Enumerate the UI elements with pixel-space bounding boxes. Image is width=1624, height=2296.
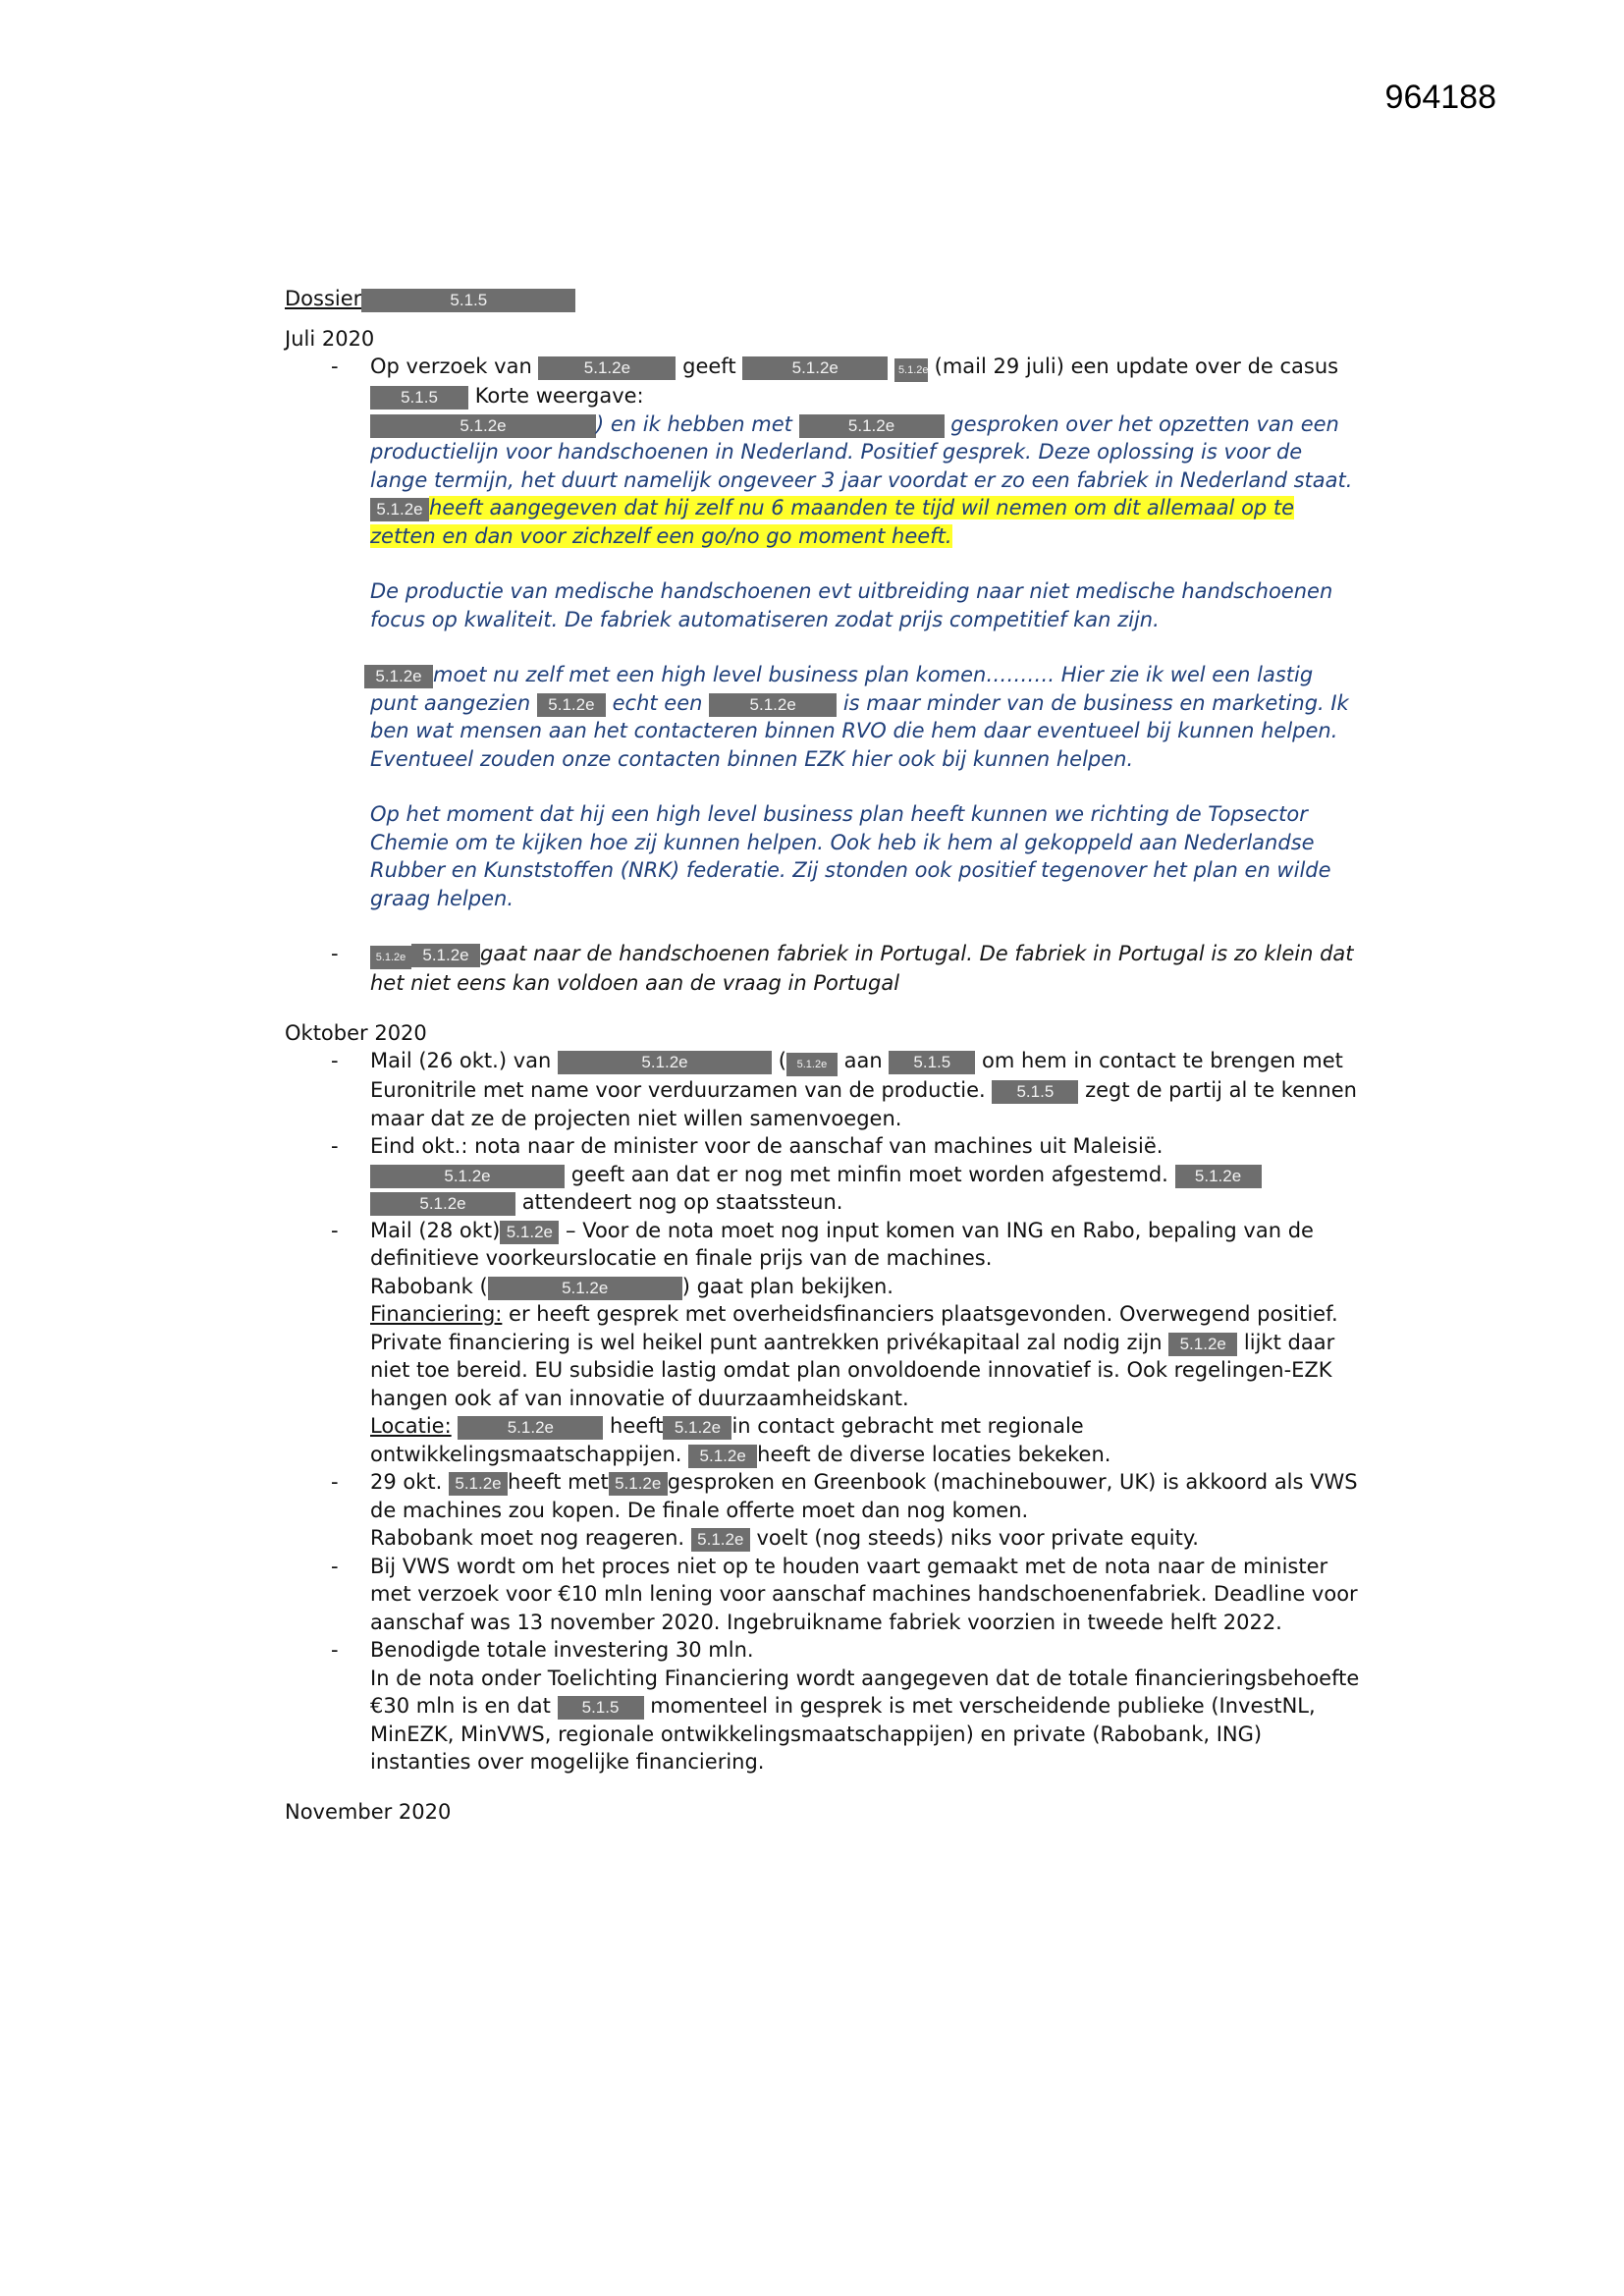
redaction-box: 5.1.2e <box>691 1528 750 1552</box>
redaction-box: 5.1.5 <box>370 386 468 410</box>
list-item <box>285 1047 1365 1132</box>
text: lijkt daar niet toe bereid. EU subsidie lastig omdat plan onvoldoende innovatief is. Ook regelingen-EZK hangen ook af van innovatie of duurzaamheidskant. <box>370 1330 1335 1410</box>
redaction-box: 5.1.2e <box>364 665 433 688</box>
redaction-box: 5.1.2e <box>799 414 945 438</box>
text: ) gaat plan bekijken. <box>681 1274 893 1298</box>
paragraph: Op het moment dat hij een high level business plan heeft kunnen we richting de Topsector Chemie om te kijken hoe zij kunnen helpen. Ook heb ik hem al gekoppeld aan Nederlandse Rubber en Kunststoffen (NRK) federatie. Zij stonden ook positief tegenover het plan en wilde graag helpen. <box>370 802 1331 910</box>
list-item <box>285 1468 1365 1553</box>
text: Locatie: <box>370 1414 452 1438</box>
text: Benodigde totale investering 30 mln. <box>370 1638 754 1662</box>
redaction-box: 5.1.2e <box>488 1277 682 1300</box>
list-item <box>285 1636 1365 1777</box>
text: Mail (28 okt) <box>370 1218 501 1242</box>
redaction-box: 5.1.2e <box>370 946 411 969</box>
redaction-box: 5.1.2e <box>537 693 606 717</box>
text: moet nu zelf met een high level business plan komen………. Hier zie ik wel een lastig punt aangezien <box>370 663 1314 715</box>
text: Op verzoek van <box>370 355 532 378</box>
redaction-box: 5.1.2e <box>786 1053 838 1076</box>
redaction-box: 5.1.2e <box>688 1445 757 1468</box>
text: zegt de partij al te kennen maar dat ze de projecten niet willen samenvoegen. <box>370 1078 1357 1130</box>
redaction-box: 5.1.2e <box>538 356 676 380</box>
text: (mail 29 juli) een update over de <box>934 355 1273 378</box>
text: heeft de diverse locaties bekeken. <box>757 1442 1111 1466</box>
text: geeft <box>682 355 736 378</box>
redaction-box: 5.1.2e <box>449 1472 508 1496</box>
text: – Voor de nota moet nog input komen van ING en Rabo, bepaling van de definitieve voorkeurslocatie en finale prijs van de machines. <box>370 1218 1314 1270</box>
redaction-box: 5.1.2e <box>411 944 480 967</box>
text: is maar minder van de business en marketing. Ik ben wat mensen aan het contacteren binnen RVO die hem daar eventueel bij kunnen helpen. Eventueel zouden onze contacten binnen EZK hier ook bij kunnen helpen. <box>370 690 1349 771</box>
item-list <box>285 1047 1365 1777</box>
text: heeft <box>610 1414 664 1438</box>
text: attendeert nog op staatssteun. <box>521 1190 843 1214</box>
text: Mail (26 okt.) van <box>370 1049 552 1072</box>
section-november-2020 <box>285 1798 1365 1827</box>
text: in contact gebracht met regionale ontwikkelingsmaatschappijen. <box>370 1414 1084 1466</box>
text: Korte weergave: <box>474 384 644 408</box>
dossier-label: Dossier <box>285 287 362 310</box>
section-heading: Oktober 2020 <box>285 1020 427 1045</box>
list-item <box>285 1217 1365 1469</box>
redaction-box: 5.1.2e <box>1175 1165 1262 1188</box>
dossier-line <box>285 285 1365 313</box>
paragraph: De productie van medische handschoenen evt uitbreiding naar niet medische handschoenen focus op kwaliteit. De fabriek automatiseren zodat prijs competitief kan zijn. <box>370 579 1333 631</box>
document-body <box>285 285 1365 1826</box>
text: aan <box>843 1049 883 1072</box>
redaction-box: 5.1.2e <box>894 358 928 382</box>
redaction-box: 5.1.2e <box>370 414 596 438</box>
text: echt een <box>612 690 703 715</box>
text: momenteel in gesprek is met verscheidende publieke (InvestNL, MinEZK, MinVWS, regionale ontwikkelingsmaatschappijen) en private (Rabobank, ING) instanties over mogelijke financiering. <box>370 1694 1316 1774</box>
section-oktober-2020 <box>285 1019 1365 1777</box>
redaction-box: 5.1.2e <box>1168 1333 1237 1356</box>
text: geeft aan dat er nog met minfin moet worden afgestemd. <box>570 1162 1168 1186</box>
text: voelt (nog steeds) niks voor private equity. <box>756 1526 1199 1550</box>
list-item <box>285 940 1365 998</box>
text: 29 okt. <box>370 1470 443 1494</box>
document-number: 964188 <box>1384 79 1496 116</box>
redaction-box: 5.1.2e <box>742 356 888 380</box>
text: Rabobank moet nog reageren. <box>370 1526 685 1550</box>
redaction-box: 5.1.2e <box>370 1192 515 1216</box>
section-heading: November 2020 <box>285 1799 452 1824</box>
redaction-box: 5.1.2e <box>500 1221 559 1244</box>
redaction-box: 5.1.2e <box>458 1416 603 1440</box>
list-item <box>285 353 1365 940</box>
redaction-box: 5.1.2e <box>370 498 429 521</box>
redaction-box: 5.1.2e <box>663 1416 731 1440</box>
text: gaat naar de handschoenen fabriek in Portugal. De fabriek in Portugal is zo klein dat het niet eens kan voldoen aan de vraag in Portugal <box>370 942 1354 995</box>
redaction-box: 5.1.2e <box>609 1472 668 1496</box>
text: casus <box>1279 355 1339 378</box>
section-heading: Juli 2020 <box>285 326 375 351</box>
text: Bij VWS wordt om het proces niet op te houden vaart gemaakt met de nota naar de minister met verzoek voor €10 mln lening voor aanschaf machines handschoenenfabriek. Deadline voor aanschaf was 13 november 2020. Ingebruikname fabriek voorzien in tweede helft 2022. <box>370 1554 1358 1634</box>
text: gesproken over het opzetten van een productielijn voor handschoenen in Nederland. Positief gesprek. Deze oplossing is voor de lange termijn, het duurt namelijk ongeveer 3 jaar voordat er zo een fabriek in Nederland staat. <box>370 411 1353 492</box>
redaction-box: 5.1.2e <box>709 693 837 717</box>
redaction-box: 5.1.5 <box>992 1080 1078 1104</box>
text: heeft met <box>508 1470 609 1494</box>
text: gesproken en Greenbook (machinebouwer, UK) is akkoord als VWS de machines zou kopen. De finale offerte moet dan nog komen. <box>370 1470 1358 1522</box>
text: ( <box>778 1049 786 1072</box>
text: er heeft gesprek met overheidsfinanciers plaatsgevonden. Overwegend positief. Private financiering is wel heikel punt aantrekken privékapitaal zal nodig zijn <box>370 1302 1338 1354</box>
redaction-box: 5.1.5 <box>889 1051 975 1074</box>
text: Financiering: <box>370 1302 503 1326</box>
redaction-box: 5.1.2e <box>370 1165 565 1188</box>
redaction-box: 5.1.2e <box>558 1051 772 1074</box>
redaction-box: 5.1.5 <box>361 289 575 312</box>
text: Eind okt.: nota naar de minister voor de aanschaf van machines uit Maleisië. <box>370 1134 1164 1158</box>
item-list <box>285 353 1365 998</box>
list-item <box>285 1553 1365 1637</box>
redaction-box: 5.1.5 <box>558 1696 644 1720</box>
section-juli-2020 <box>285 325 1365 998</box>
text: om hem in contact te brengen met Euronitrile met name voor verduurzamen van de productie. <box>370 1049 1343 1102</box>
list-item <box>285 1132 1365 1217</box>
highlighted-text: heeft aangegeven dat hij zelf nu 6 maanden te tijd wil nemen om dit allemaal op te zetten en dan voor zichzelf een go/no go moment heeft. <box>370 496 1295 548</box>
text: ) en ik hebben met <box>596 411 792 436</box>
text: In de nota onder Toelichting Financiering wordt aangegeven dat de totale financieringsbehoefte €30 mln is en dat <box>370 1666 1360 1718</box>
text: Rabobank ( <box>370 1274 488 1298</box>
